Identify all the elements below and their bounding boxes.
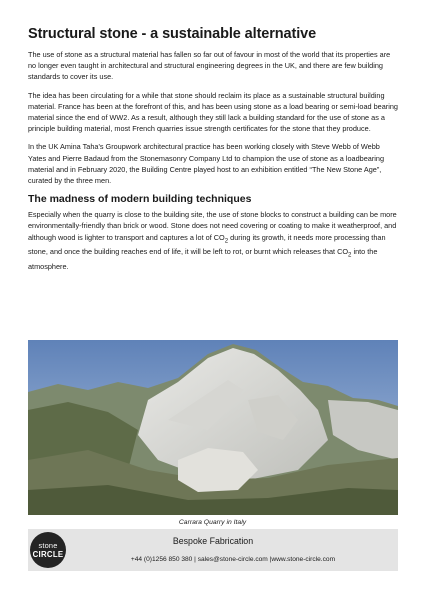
logo-line-1: stone <box>38 541 58 550</box>
paragraph-2: The idea has been circulating for a while that stone should reclaim its place as a sustainable structural building material. France has been at the forefront of this, and has been using stone as a load bearing or semi-load bearing material since the end of WW2. As a result, although they still lack a building standard for the use of stone as a principle building material, most French quarries issue strength certificates for the stone that they produce. <box>28 90 398 134</box>
footer-contact: +44 (0)1256 850 380 | sales@stone-circle.com |www.stone-circle.com <box>130 556 336 563</box>
footer <box>28 529 398 571</box>
article <box>28 26 398 272</box>
footer-title: Bespoke Fabrication <box>172 536 254 546</box>
image-caption: Carrara Quarry in Italy <box>178 519 247 526</box>
paragraph-3: In the UK Amina Taha's Groupwork architectural practice has been working closely with Steve Webb of Webb Yates and Pierre Badaud from the Stonemasonry Company Ltd to champion the use of stone as a loadbearing material and in February 2020, the Building Centre played host to an exhibition entitled “The New Stone Age”, curated by the three men. <box>28 142 385 186</box>
paragraph-4-part-1: Especially when the quarry is close to the building site, the use of stone blocks to construct a building can be more environmentally-friendly than brick or wood. Stone does not need covering or coating to make it weatherproof, and although wood is lighter to transport and captures a lot of CO <box>28 210 397 242</box>
quarry-photo <box>28 340 398 515</box>
co2-subscript-1: 2 <box>224 237 229 245</box>
logo-line-2: CIRCLE <box>32 550 64 559</box>
co2-subscript-2: 2 <box>348 251 352 259</box>
paragraph-1: The use of stone as a structural material has fallen so far out of favour in most of the world that its properties are no longer even taught in architectural and structural engineering degrees in the UK, and there are few building standards to cover its use. <box>28 50 391 82</box>
paragraph-4-part-3: into the atmosphere. <box>28 247 378 271</box>
quarry-illustration <box>28 340 398 515</box>
paragraph-4-part-2: during its growth, it needs more processing than stone, and once the building reaches end of life, it will be left to rot, or burnt which releases that CO <box>28 232 386 257</box>
paragraph-4 <box>28 209 398 272</box>
article-title: Structural stone - a sustainable alternative <box>28 26 317 42</box>
section-heading: The madness of modern building techniques <box>28 193 252 206</box>
